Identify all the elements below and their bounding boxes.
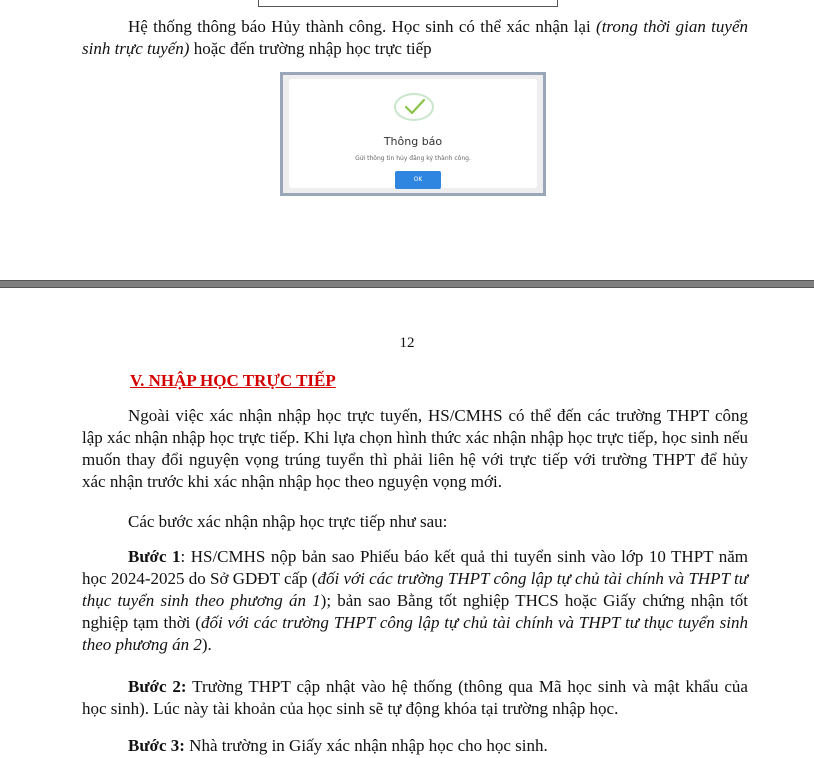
step-3-text: Nhà trường in Giấy xác nhận nhập học cho học sinh.	[184, 736, 548, 755]
step-2-paragraph	[82, 676, 748, 720]
section-heading: V. NHẬP HỌC TRỰC TIẾP	[130, 371, 336, 390]
page-separator	[0, 280, 814, 288]
step-1-paragraph	[82, 546, 748, 656]
step-1-italic-2: đối với các trường THPT công lập tự chủ tài chính và THPT tư thục tuyển sinh theo phương án 2	[82, 613, 748, 654]
notification-screenshot	[280, 72, 546, 196]
previous-figure-edge	[258, 0, 558, 7]
step-3-paragraph	[82, 735, 748, 757]
step-3-label: Bước 3:	[128, 736, 185, 755]
page-number: 12	[399, 335, 415, 351]
dialog-message: Gửi thông tin hủy đăng ký thành công.	[355, 155, 471, 162]
step-1-text: : HS/CMHS nộp bản sao Phiếu báo kết quả thi tuyển sinh vào lớp 10 THPT năm học 2024-2025 do Sở GDĐT cấp (	[82, 547, 749, 588]
dialog-title: Thông báo	[383, 135, 443, 148]
step-1-text-2: ); bản sao Bằng tốt nghiệp THCS hoặc Giấy chứng nhận tốt nghiệp tạm thời (	[82, 591, 748, 632]
para-text: Hệ thống thông báo Hủy thành công. Học sinh có thể xác nhận lại	[128, 17, 597, 36]
step-1-italic-1: đối với các trường THPT công lập tự chủ tài chính và THPT tư thục tuyển sinh theo phương án 1	[82, 569, 748, 610]
para-italic-text: (trong thời gian tuyển sinh trực tuyến)	[82, 17, 748, 58]
previous-page	[0, 0, 814, 280]
step-2-label: Bước 2:	[128, 677, 187, 696]
notification-dialog	[289, 79, 537, 188]
steps-intro: Các bước xác nhận nhập học trực tiếp như sau:	[128, 512, 448, 531]
cancel-success-paragraph	[82, 16, 748, 60]
intro-paragraph: Ngoài việc xác nhận nhập học trực tuyến, HS/CMHS có thể đến các trường THPT công lập xác nhận nhập học trực tiếp. Khi lựa chọn hình thức xác nhận nhập học trực tiếp, học sinh nếu muốn thay đổi nguyện vọng trúng tuyển thì phải liên hệ với trực tiếp với trường THPT để hủy xác nhận trước khi xác nhận nhập học theo nguyện vọng mới.	[82, 406, 748, 491]
ok-button[interactable]: OK	[395, 171, 441, 189]
success-check-icon	[394, 93, 434, 121]
step-1-label: Bước 1	[128, 547, 181, 566]
para-text-end: hoặc đến trường nhập học trực tiếp	[189, 39, 432, 58]
step-2-text: Trường THPT cập nhật vào hệ thống (thông qua Mã học sinh và mật khẩu của học sinh). Lúc này tài khoản của học sinh sẽ tự động khóa tại trường nhập học.	[82, 677, 748, 718]
step-1-text-3: ).	[201, 635, 212, 654]
